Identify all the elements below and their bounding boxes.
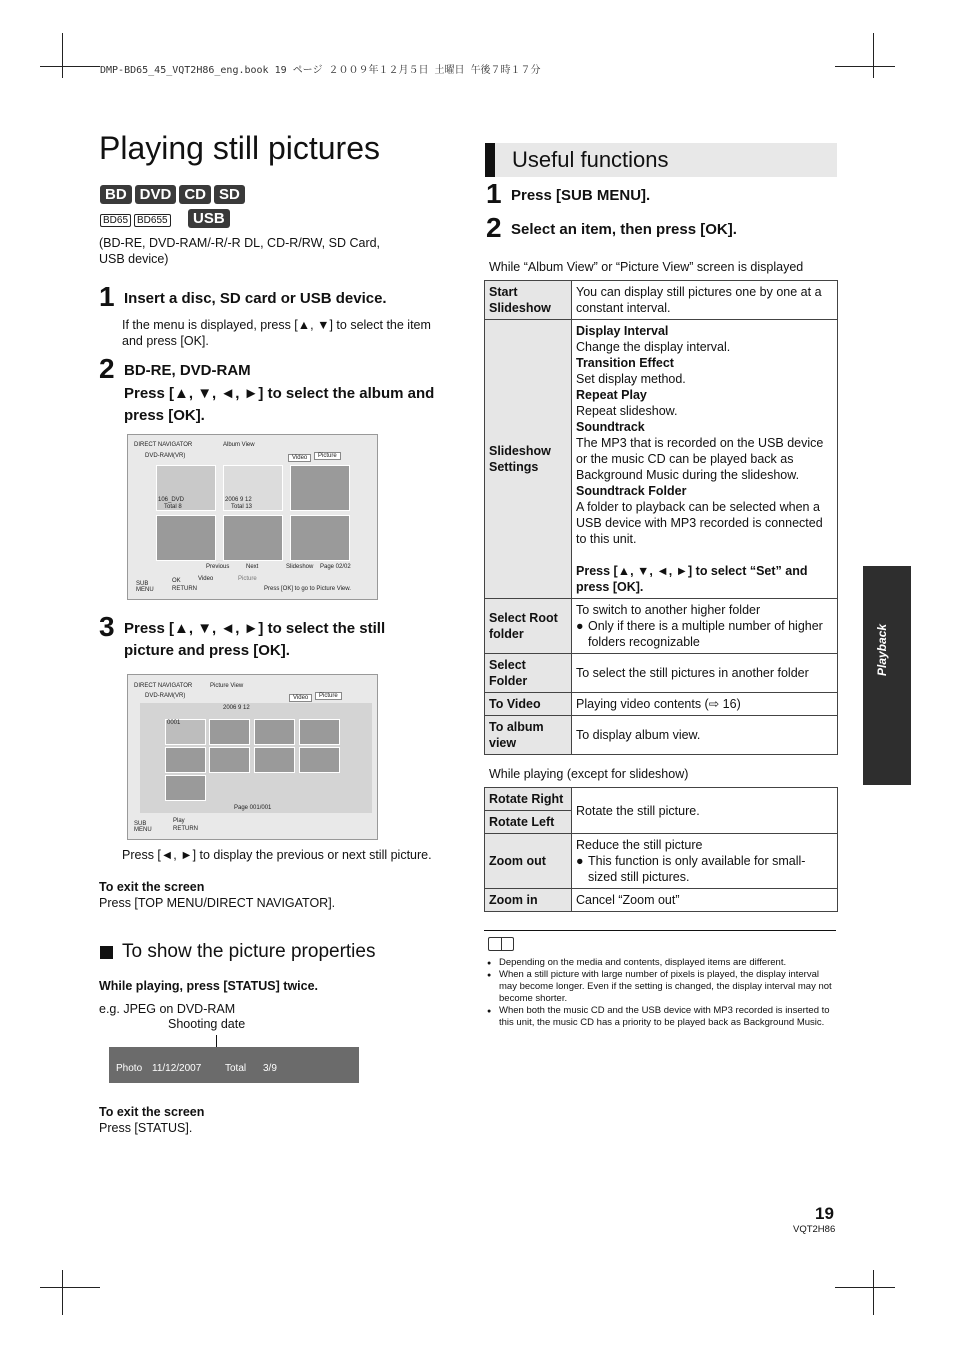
grid-date: 2006 9 12 — [223, 705, 250, 711]
row-key: Rotate Left — [485, 811, 572, 834]
prev-next-note: Press [◄, ►] to display the previous or next still picture. — [122, 848, 432, 862]
side-tab — [863, 566, 911, 785]
sub-menu-label: SUB MENU — [134, 821, 152, 833]
notes-list — [487, 957, 832, 1029]
book-icon — [488, 937, 514, 951]
model-bd655: BD655 — [134, 214, 171, 227]
step-heading: Press [SUB MENU]. — [511, 187, 651, 204]
page-indicator: Page 02/02 — [320, 564, 351, 570]
exit-text: Press [STATUS]. — [99, 1121, 193, 1135]
row-bullet — [576, 853, 833, 885]
picture-thumbnail — [254, 719, 295, 745]
row-key: Zoom in — [485, 889, 572, 912]
screen-source: DVD-RAM(VR) — [145, 693, 186, 699]
row-value — [572, 834, 838, 889]
album-thumbnail — [156, 515, 216, 561]
row-value: Rotate the still picture. — [572, 788, 838, 834]
screen-title: DIRECT NAVIGATOR — [134, 442, 193, 448]
row-text: To switch to another higher folder — [576, 603, 761, 617]
row-value: Cancel “Zoom out” — [572, 889, 838, 912]
tab-video: Video — [288, 454, 311, 462]
picture-thumbnail — [165, 747, 206, 773]
table-row — [485, 834, 838, 889]
step-number: 1 — [99, 281, 115, 312]
screen-title: DIRECT NAVIGATOR — [134, 683, 193, 689]
row-key: To album view — [485, 716, 572, 755]
picture-thumbnail — [254, 747, 295, 773]
model-bd65: BD65 — [100, 214, 131, 227]
row-key: Start Slideshow — [485, 281, 572, 320]
picture-view-screenshot — [127, 674, 378, 840]
setting-text: Set display method. — [576, 372, 686, 386]
section-header — [485, 143, 837, 177]
shooting-date-label: Shooting date — [168, 1017, 246, 1031]
square-bullet-icon — [100, 946, 113, 959]
screen-hint: Press [OK] to go to Picture View. — [264, 586, 351, 592]
bullet-text: This function is only available for small-sized still pictures. — [588, 854, 806, 884]
picture-thumbnail — [165, 775, 206, 801]
media-badges — [100, 185, 248, 204]
row-key: Rotate Right — [485, 788, 572, 811]
album-name: 106_DVD — [158, 497, 185, 503]
table-row — [485, 320, 838, 599]
page-number: 19 — [815, 1204, 834, 1223]
subsection-heading: To show the picture properties — [122, 941, 376, 962]
album-thumbnail — [290, 515, 350, 561]
row-key: Slideshow Settings — [485, 320, 572, 599]
crop-mark — [873, 33, 874, 78]
setting-text: A folder to playback can be selected when a USB device with MP3 recorded is connected to this unit. — [576, 500, 823, 546]
crop-mark — [40, 1287, 100, 1288]
setting-heading: Repeat Play — [576, 388, 647, 402]
badge-cd: CD — [179, 185, 211, 204]
doc-code: VQT2H86 — [793, 1224, 836, 1235]
divider — [484, 930, 836, 931]
bullet-text: Only if there is a multiple number of higher folders recognizable — [588, 619, 823, 649]
note-item: ● Depending on the media and contents, displayed items are different. — [487, 957, 832, 969]
media-note: (BD-RE, DVD-RAM/-R/-R DL, CD-R/RW, SD Card, USB device) — [99, 236, 381, 266]
props-example: e.g. JPEG on DVD-RAM — [99, 1002, 236, 1016]
row-text: Reduce the still picture — [576, 838, 703, 852]
badge-usb: USB — [188, 209, 230, 228]
functions-table — [484, 280, 838, 755]
legend-video: Video — [198, 576, 214, 582]
sub-menu-label: SUB MENU — [136, 581, 154, 593]
note-item: ● When a still picture with large number of pixels is played, the display interval may become longer. Even if the setting is changed, the display interval may not become shorter. — [487, 969, 832, 1005]
bullet-icon: ● — [576, 854, 584, 868]
row-key: To Video — [485, 693, 572, 716]
screen-view-name: Picture View — [210, 683, 244, 689]
props-instruction: While playing, press [STATUS] twice. — [99, 979, 319, 993]
nav-slideshow: Slideshow — [286, 564, 314, 570]
album-total: Total 8 — [164, 504, 182, 510]
table-row — [485, 788, 838, 811]
table-row — [485, 599, 838, 654]
status-total-label: Total — [225, 1063, 247, 1074]
model-badges — [100, 209, 233, 228]
table-row — [485, 889, 838, 912]
crop-mark — [62, 1270, 63, 1315]
page-title: Playing still pictures — [99, 130, 380, 166]
note-item: ● When both the music CD and the USB device with MP3 recorded is inserted to this unit, the music CD has a priority to be played back as Background Music. — [487, 1005, 832, 1029]
table-row — [485, 716, 838, 755]
setting-text: Repeat slideshow. — [576, 404, 678, 418]
album-thumbnail — [290, 465, 350, 511]
playback-functions-table — [484, 787, 838, 912]
nav-next: Next — [246, 564, 259, 570]
picture-thumbnail — [299, 719, 340, 745]
tab-picture: Picture — [314, 452, 341, 460]
row-value — [572, 599, 838, 654]
status-count: 3/9 — [263, 1063, 277, 1074]
album-total: Total 13 — [231, 504, 253, 510]
ok-label: OK — [172, 578, 181, 584]
crop-mark — [835, 66, 895, 67]
table-row — [485, 693, 838, 716]
nav-previous: Previous — [206, 564, 230, 570]
crop-mark — [40, 66, 100, 67]
step-heading: Insert a disc, SD card or USB device. — [124, 290, 387, 307]
step-number: 1 — [486, 178, 502, 209]
crop-mark — [62, 33, 63, 78]
setting-text: The MP3 that is recorded on the USB device or the music CD can be played back as Background Music during the slideshow. — [576, 436, 824, 482]
picture-thumbnail — [299, 747, 340, 773]
row-value: To display album view. — [572, 716, 838, 755]
setting-heading: Soundtrack — [576, 420, 645, 434]
crop-mark — [835, 1287, 895, 1288]
file-header: DMP-BD65_45_VQT2H86_eng.book 19 ページ ２００９年１２月５日 土曜日 午後７時１７分 — [100, 65, 541, 76]
page-indicator: Page 001/001 — [234, 805, 272, 811]
badge-sd: SD — [214, 185, 245, 204]
exit-text: Press [TOP MENU/DIRECT NAVIGATOR]. — [99, 896, 336, 910]
status-bar — [109, 1047, 359, 1083]
step-heading: BD-RE, DVD-RAM — [124, 362, 251, 379]
status-date: 11/12/2007 — [152, 1063, 202, 1074]
row-key: Zoom out — [485, 834, 572, 889]
side-tab-label: Playback — [875, 623, 889, 676]
setting-heading: Soundtrack Folder — [576, 484, 687, 498]
row-value — [572, 320, 838, 599]
picture-thumbnail — [209, 719, 250, 745]
album-date: 2006 9 12 — [225, 497, 252, 503]
first-picture-number: 0001 — [167, 720, 181, 726]
table-row — [485, 654, 838, 693]
badge-bd: BD — [100, 185, 132, 204]
exit-heading: To exit the screen — [99, 1105, 205, 1119]
section-title: Useful functions — [512, 147, 669, 172]
album-view-screenshot — [127, 434, 378, 600]
return-label: RETURN — [173, 826, 198, 832]
table-row — [485, 281, 838, 320]
row-key: Select Folder — [485, 654, 572, 693]
tab-picture: Picture — [315, 692, 342, 700]
row-bullet — [576, 618, 833, 650]
step-number: 2 — [486, 212, 502, 243]
status-type: Photo — [116, 1063, 143, 1074]
legend-picture: Picture — [238, 576, 257, 582]
return-label: RETURN — [172, 586, 197, 592]
step-heading: Press [▲, ▼, ◄, ►] to select the album and press [OK]. — [124, 385, 435, 424]
table-caption: While “Album View” or “Picture View” screen is displayed — [489, 260, 804, 274]
step-number: 3 — [99, 611, 115, 642]
crop-mark — [873, 1270, 874, 1315]
step-text: If the menu is displayed, press [▲, ▼] to select the item and press [OK]. — [122, 318, 431, 348]
tab-video: Video — [289, 694, 312, 702]
badge-dvd: DVD — [135, 185, 177, 204]
step-heading: Press [▲, ▼, ◄, ►] to select the still picture and press [OK]. — [124, 620, 386, 659]
picture-thumbnail — [209, 747, 250, 773]
row-key: Select Root folder — [485, 599, 572, 654]
setting-heading: Display Interval — [576, 324, 669, 338]
setting-heading: Transition Effect — [576, 356, 674, 370]
row-value: Playing video contents (⇨ 16) — [572, 693, 838, 716]
setting-text: Change the display interval. — [576, 340, 731, 354]
screen-source: DVD-RAM(VR) — [145, 453, 186, 459]
step-number: 2 — [99, 353, 115, 384]
exit-heading: To exit the screen — [99, 880, 205, 894]
screen-view-name: Album View — [223, 442, 255, 448]
row-value: To select the still pictures in another folder — [572, 654, 838, 693]
play-label: Play — [173, 818, 185, 824]
bullet-icon: ● — [576, 619, 584, 633]
set-instruction: Press [▲, ▼, ◄, ►] to select “Set” and press [OK]. — [576, 564, 808, 594]
row-value: You can display still pictures one by one at a constant interval. — [572, 281, 838, 320]
step-heading: Select an item, then press [OK]. — [511, 221, 737, 238]
table-caption: While playing (except for slideshow) — [489, 767, 689, 781]
album-thumbnail — [223, 515, 283, 561]
